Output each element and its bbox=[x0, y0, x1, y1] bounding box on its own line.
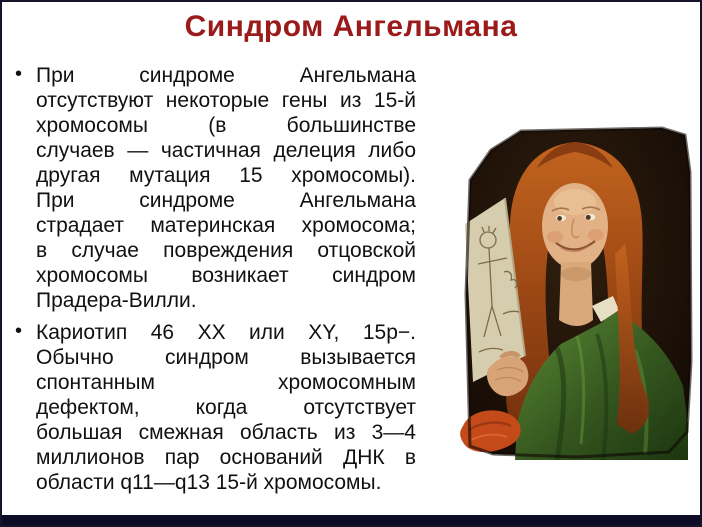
text-line: другая мутация 15 хромосомы). bbox=[36, 164, 416, 187]
text-line: хромосомы возникает синдром bbox=[36, 264, 416, 287]
bottom-bar bbox=[2, 515, 700, 525]
portrait-painting-image bbox=[457, 124, 694, 460]
text-line: Обычно синдром вызывается bbox=[36, 346, 416, 369]
text-line: Кариотип 46 XX или XY, 15p−. bbox=[36, 321, 416, 344]
text-line: случаев — частичная делеция либо bbox=[36, 139, 416, 162]
text-line: спонтанным хромосомным bbox=[36, 371, 416, 394]
text-line: большая смежная область из 3—4 bbox=[36, 421, 416, 444]
text-line: отсутствуют некоторые гены из 15-й bbox=[36, 89, 416, 112]
text-line: При синдроме Ангельмана bbox=[36, 189, 416, 212]
bullet-list bbox=[12, 63, 416, 502]
text-line: хромосомы (в большинстве bbox=[36, 114, 416, 137]
text-line: в случае повреждения отцовской bbox=[36, 239, 416, 262]
bullet-item bbox=[12, 320, 416, 495]
bullet-item bbox=[12, 63, 416, 313]
text-line: дефектом, когда отсутствует bbox=[36, 396, 416, 419]
bullet-icon: • bbox=[15, 320, 23, 342]
text-line: При синдроме Ангельмана bbox=[36, 64, 416, 87]
bullet-text bbox=[36, 63, 416, 313]
text-line: области q11—q13 15-й хромосомы. bbox=[36, 471, 382, 494]
bullet-icon: • bbox=[15, 63, 23, 85]
text-line: страдает материнская хромосома; bbox=[36, 214, 416, 237]
slide-title: Синдром Ангельмана bbox=[184, 10, 518, 43]
bullet-text bbox=[36, 320, 416, 495]
text-line: миллионов пар оснований ДНК в bbox=[36, 446, 416, 469]
text-line: Прадера-Вилли. bbox=[36, 289, 197, 312]
